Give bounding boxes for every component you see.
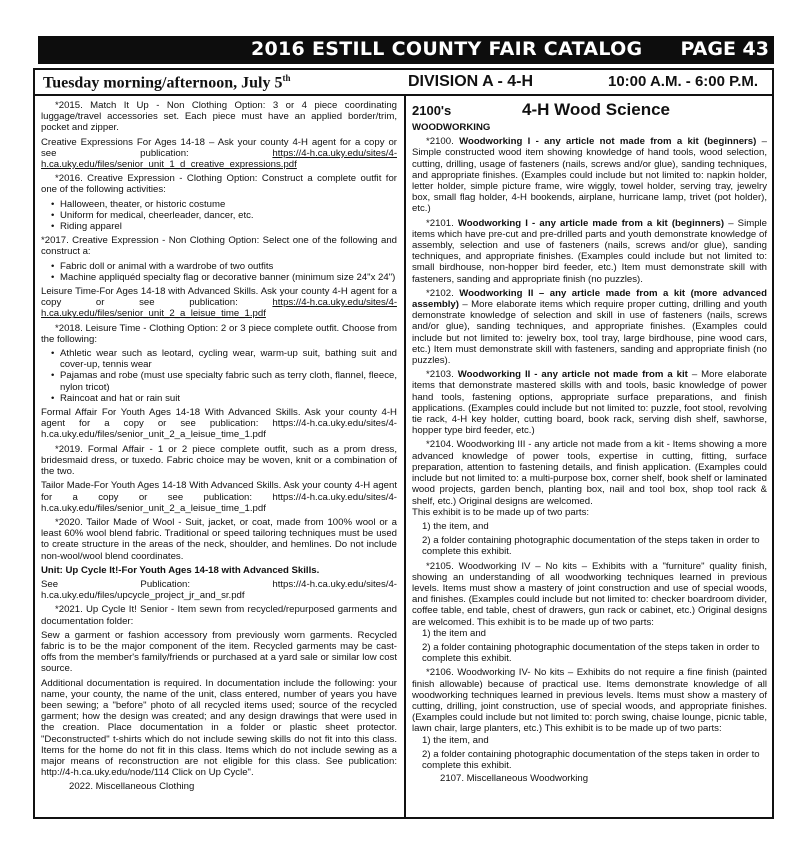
leisure-time-link[interactable]: https://4-h.ca.uky.edu/sites/4-h.ca.uky.edu/files/senior_unit_2_a_leisue_time_1.pdf bbox=[41, 297, 398, 320]
column-divider bbox=[404, 96, 406, 819]
class-2106: *2106. Woodworking IV- No kits – Exhibits do not require a fine finish (painted finish allowable) because of practical use. Items demonstrate knowledge of all woodworking techniques learned in previous levels. Items must show a mastery of cutting, drilling, joint construction, use of special woods, and appropriate finishes. (Examples could include but not limited to: porch swing, chaise lounge, picnic table, lawn chair, large planters, etc.) This exhibit is to be made up of two parts: bbox=[412, 667, 767, 735]
catalog-banner bbox=[38, 36, 774, 64]
class-2103: *2103. Woodworking II - any article not made from a kit – More elaborate items that demonstrate mastered skills with and tools, basic knowledge of power hand tools, fastening options, appropriate surface preparations, and finish applications. (Examples could include but not limited to: puzzle, foot stool, revolving tie rack, 4-H key holder, cutting board, book rack, serving dish shelf, sawhorse, hopper type bird feeder, etc.) bbox=[412, 369, 768, 437]
class-2104: *2104. Woodworking III - any article not made from a kit - Items showing a more advanced knowledge of power tools, expertise in cutting, fitting, surface preparation, attention to fastening details, and finish application. (Examples could include but not limited to: a multi-purpose box, corner shelf, book shelf or laminated wood projects, garden bench, planting box, nail and tool box, shop tool rack & shelf, etc.) Original designs are welcomed. bbox=[412, 439, 767, 507]
class-2105-part-2: 2) a folder containing photographic documentation of the steps taken in order to complete this exhibit. bbox=[422, 641, 760, 665]
formal-affair-intro: Formal Affair For Youth Ages 14-18 With Advanced Skills. Ask your county 4-H agent for a copy or see publication: https://4-h.ca.uky.edu/sites/4-h.ca.uky.edu/files/senior_unit_2_a_leisue_time_1.pdf bbox=[41, 407, 397, 441]
tailor-made-intro: Tailor Made-For Youth Ages 14-18 With Advanced Skills. Ask your county 4-H agent for a copy or see publication: https://4-h.ca.uky.edu/sites/4-h.ca.uky.edu/files/senior_unit_2_a_leisue_time_1.pdf bbox=[41, 480, 397, 514]
section-name: 4-H Wood Science bbox=[522, 100, 670, 119]
class-2019: *2019. Formal Affair - 1 or 2 piece complete outfit, such as a prom dress, bridesmaid dress, or tuxedo. Fabric choice may be woven, knit or a combination of the two. bbox=[41, 443, 397, 478]
creative-expressions-link[interactable]: https://4-h.ca.uky.edu/sites/4-h.ca.uky.edu/files/senior_unit_1_d_creative_expressions.pdf bbox=[41, 147, 398, 171]
class-2015: *2015. Match It Up - Non Clothing Option: 3 or 4 piece coordinating luggage/travel accessories set. Each piece must have an applied border/trim, pocket and zipper. bbox=[41, 100, 397, 134]
class-2102: *2102. Woodworking II – any article made from a kit (more advanced assembly) – More elaborate items which require proper cutting, drilling and youth demonstrate knowledge of selection and skill in use of fasteners (nails, screws and/or glue), sanding techniques, and appropriate finishes. (Examples could include but not limited to: jewelry box, tool tray, large birdhouse, pine wood cars, etc.) Item must demonstrate skill with fasteners, sanding and appropriate finish (no puzzles). bbox=[412, 287, 768, 367]
list-item: • Riding apparel bbox=[51, 221, 397, 232]
creative-expressions-intro: Creative Expressions For Ages 14-18 – Ask your county 4-H agent for a copy or see publication: https://4-h.ca.uky.edu/sites/4-h.ca.uky.edu/files/senior_unit_1_d_creative_expressions.pdf bbox=[41, 136, 398, 171]
schedule-day: Tuesday morning/afternoon, July 5th bbox=[43, 73, 291, 92]
class-2021-description: Sew a garment or fashion accessory from previously worn garments. Recycled fabric is to be the major component of the item. Recycled garments may be cast-offs from the member's family/friends or purchased at a yard sale or similar low cost source. bbox=[41, 629, 397, 675]
class-2021: *2021. Up Cycle It! Senior - Item sewn from recycled/repurposed garments and documentation folder: bbox=[41, 604, 397, 627]
list-item: • Pajamas and robe (must use specialty fabric such as terry cloth, flannel, fleece, nylon tricot) bbox=[51, 370, 397, 392]
class-2105: *2105. Woodworking IV – No kits – Exhibits with a "furniture" quality finish, showing an understanding of all woodworking techniques learned in previous levels. Items must show a mastery of joint construction and use of special woods, and finishes. (Examples could include but not limited to: checker boardroom divider, coffee table, end table, chest of drawers, gun rack or cabinet, etc.) Original designs are welcomed. This exhibit is to be made up of two parts: bbox=[412, 560, 767, 628]
section-code: 2100's bbox=[412, 103, 452, 118]
division-label: DIVISION A - 4-H bbox=[408, 73, 534, 90]
list-item: • Raincoat and hat or rain suit bbox=[51, 393, 397, 404]
class-2020: *2020. Tailor Made of Wool - Suit, jacket, or coat, made from 100% wool or a least 60% wool blend fabric. Traditional or speed tailoring techniques must be used to create structure in the areas of the neck, shoulder, and hemlines. Do not include non-wool/wool blend coordinates. bbox=[41, 516, 397, 562]
class-2104-part-1: 1) the item, and bbox=[422, 520, 489, 532]
page-number: PAGE 43 bbox=[680, 38, 769, 60]
list-2017 bbox=[41, 261, 397, 283]
class-2017: *2017. Creative Expression - Non Clothing Option: Select one of the following and construct a: bbox=[41, 235, 397, 258]
list-item: • Athletic wear such as leotard, cycling wear, warm-up suit, bathing suit and cover-up, tennis wear bbox=[51, 348, 397, 370]
list-2018 bbox=[41, 348, 397, 404]
up-cycle-publication: See Publication: https://4-h.ca.uky.edu/sites/4-h.ca.uky.edu/files/upcycle_project_jr_and_sr.pdf bbox=[41, 578, 397, 602]
section-header bbox=[412, 100, 767, 120]
list-item: • Fabric doll or animal with a wardrobe of two outfits bbox=[51, 261, 397, 272]
class-2105-part-1: 1) the item and bbox=[422, 627, 486, 639]
class-2018: *2018. Leisure Time - Clothing Option: 2 or 3 piece complete outfit. Choose from the following: bbox=[41, 322, 397, 345]
class-2104-part-2: 2) a folder containing photographic documentation of the steps taken in order to complete this exhibit. bbox=[422, 535, 760, 558]
catalog-title: 2016 ESTILL COUNTY FAIR CATALOG bbox=[251, 38, 643, 60]
woodworking-heading: WOODWORKING bbox=[412, 122, 491, 133]
list-item: • Machine appliquéd specialty flag or decorative banner (minimum size 24"x 24") bbox=[51, 272, 397, 283]
leisure-time-intro: Leisure Time-For Ages 14-18 with Advanced Skills. Ask your county 4-H agent for a copy or see publication: https://4-h.ca.uky.edu/sites/4-h.ca.uky.edu/files/senior_unit_2_a_leisue_time_1.pdf bbox=[41, 286, 398, 320]
schedule-header bbox=[35, 70, 772, 96]
class-2106-part-1: 1) the item, and bbox=[422, 734, 489, 746]
list-item: • Halloween, theater, or historic costume bbox=[51, 199, 397, 210]
catalog-frame bbox=[33, 68, 774, 819]
class-2021-documentation: Additional documentation is required. In documentation include the following: your name, your county, the name of the unit, class entered, number of years you have been sewing; a "before" photo of all recycled items used; source of the recycled garment; how the design was created; and any design drawings that were used in the creation. Place documentation in a folder or plastic sheet protector. "Deconstructed" t-shirts which do not include sewing skills do not fit into this class. Items for the home do not fit in this class. Items which do not include sewing as a major means of reconstruction are not eligible for this class. See publication: http://4-h.ca.uky.edu/node/114 Click on Up Cycle". bbox=[41, 677, 397, 779]
up-cycle-title: Unit: Up Cycle It!-For Youth Ages 14-18 with Advanced Skills. bbox=[41, 564, 320, 576]
left-column bbox=[41, 100, 397, 796]
class-2101: *2101. Woodworking I - any article made from a kit (beginners) – Simple items which have pre-cut and pre-drilled parts and youth demonstrate knowledge of assembly, selection and use of fasteners (nails, screws and/or glue), sanding techniques, and appropriate finishes. (Examples could include but not limited to: small birdhouse, non-hopper bird feeder, etc.) Item must demonstrate skill with fasteners, sanding and appropriate finish (no puzzles). bbox=[412, 217, 768, 285]
class-2022: 2022. Miscellaneous Clothing bbox=[69, 781, 195, 793]
class-2104-parts: This exhibit is to be made up of two parts: bbox=[412, 506, 590, 518]
right-column bbox=[412, 100, 767, 787]
class-2107: 2107. Miscellaneous Woodworking bbox=[440, 773, 589, 785]
list-2016 bbox=[41, 199, 397, 233]
class-2100: *2100. Woodworking I - any article not made from a kit (beginners) – Simple constructed wood item showing knowledge of hand tools, wood selection, cutting, drilling, usage of fasteners (nails, screws and/or glue), sanding techniques, and appropriate finishes. (Examples could include but not limited to: napkin holder, letter holder, simple picture frame, wire wiggly, towel holder, serving tray, jewelry box, small flag holder, 4-H bookends, airplane, hurricane lamp, trivet (pot holder), etc.) bbox=[412, 136, 767, 215]
list-item: • Uniform for medical, cheerleader, dancer, etc. bbox=[51, 210, 397, 221]
class-2016: *2016. Creative Expression - Clothing Option: Construct a complete outfit for one of the following activities: bbox=[41, 173, 397, 196]
class-2106-part-2: 2) a folder containing photographic documentation of the steps taken in order to complete this exhibit. bbox=[422, 748, 760, 771]
schedule-time: 10:00 A.M. - 6:00 P.M. bbox=[608, 73, 759, 90]
